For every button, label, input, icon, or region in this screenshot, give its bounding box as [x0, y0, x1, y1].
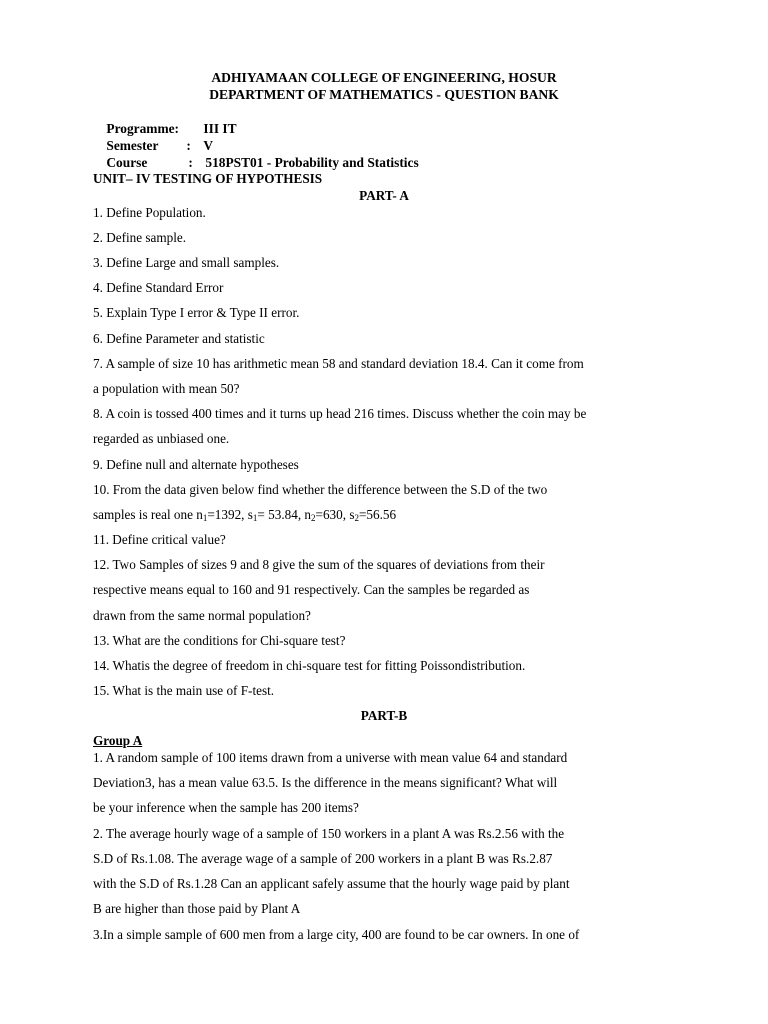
question-line: respective means equal to 160 and 91 respectively. Can the samples be regarded as: [93, 582, 530, 597]
question-line: be your inference when the sample has 200 items?: [93, 800, 359, 815]
programme-value: III IT: [203, 121, 237, 136]
question-line: 5. Explain Type I error & Type II error.: [93, 305, 300, 320]
programme-label: Programme:: [106, 121, 180, 136]
unit-title: UNIT– IV TESTING OF HYPOTHESIS: [93, 171, 323, 186]
question-line: 3.In a simple sample of 600 men from a large city, 400 are found to be car owners. In one of: [93, 927, 580, 942]
semester-label: Semester: [106, 138, 159, 153]
part-b-heading: PART-B: [360, 708, 408, 723]
question-line: 2. Define sample.: [93, 230, 187, 245]
course-value: 518PST01 - Probability and Statistics: [205, 155, 419, 170]
question-line: 3. Define Large and small samples.: [93, 255, 280, 270]
semester-value: V: [203, 138, 214, 153]
question-line: B are higher than those paid by Plant A: [93, 901, 301, 916]
question-line: drawn from the same normal population?: [93, 608, 311, 623]
question-line: Deviation3, has a mean value 63.5. Is the difference in the means significant? What will: [93, 775, 558, 790]
question-line: 4. Define Standard Error: [93, 280, 224, 295]
question-line: 10. From the data given below find whether the difference between the S.D of the two: [93, 482, 548, 497]
course-separator: :: [188, 155, 193, 170]
question-line: regarded as unbiased one.: [93, 431, 230, 446]
question-line: 13. What are the conditions for Chi-square test?: [93, 633, 346, 648]
question-line: 11. Define critical value?: [93, 532, 226, 547]
question-line: 9. Define null and alternate hypotheses: [93, 457, 299, 472]
question-line: 1. A random sample of 100 items drawn from a universe with mean value 64 and standard: [93, 750, 568, 765]
question-line: 8. A coin is tossed 400 times and it turns up head 216 times. Discuss whether the coin may be: [93, 406, 587, 421]
question-line: 6. Define Parameter and statistic: [93, 331, 265, 346]
part-a-heading: PART- A: [359, 188, 409, 203]
question-line: a population with mean 50?: [93, 381, 240, 396]
question-line: 14. Whatis the degree of freedom in chi-square test for fitting Poissondistribution.: [93, 658, 526, 673]
question-line: 1. Define Population.: [93, 205, 206, 220]
question-line: S.D of Rs.1.08. The average wage of a sample of 200 workers in a plant B was Rs.2.87: [93, 851, 553, 866]
question-line: 12. Two Samples of sizes 9 and 8 give the sum of the squares of deviations from their: [93, 557, 545, 572]
course-label: Course: [106, 155, 148, 170]
question-line: 15. What is the main use of F-test.: [93, 683, 275, 698]
question-line-q10-data: samples is real one $n_1=1392$, $s_1= 53.84$, $n_2=630$, $s_2=56.56$: [93, 507, 397, 523]
college-title: ADHIYAMAAN COLLEGE OF ENGINEERING, HOSUR: [211, 70, 557, 85]
semester-separator: :: [186, 138, 191, 153]
question-line: 7. A sample of size 10 has arithmetic mean 58 and standard deviation 18.4. Can it come from: [93, 356, 584, 371]
group-a-heading: Group A: [93, 733, 143, 748]
question-line: with the S.D of Rs.1.28 Can an applicant safely assume that the hourly wage paid by plant: [93, 876, 570, 891]
question-line: 2. The average hourly wage of a sample of 150 workers in a plant A was Rs.2.56 with the: [93, 826, 565, 841]
department-title: DEPARTMENT OF MATHEMATICS - QUESTION BANK: [209, 87, 559, 102]
